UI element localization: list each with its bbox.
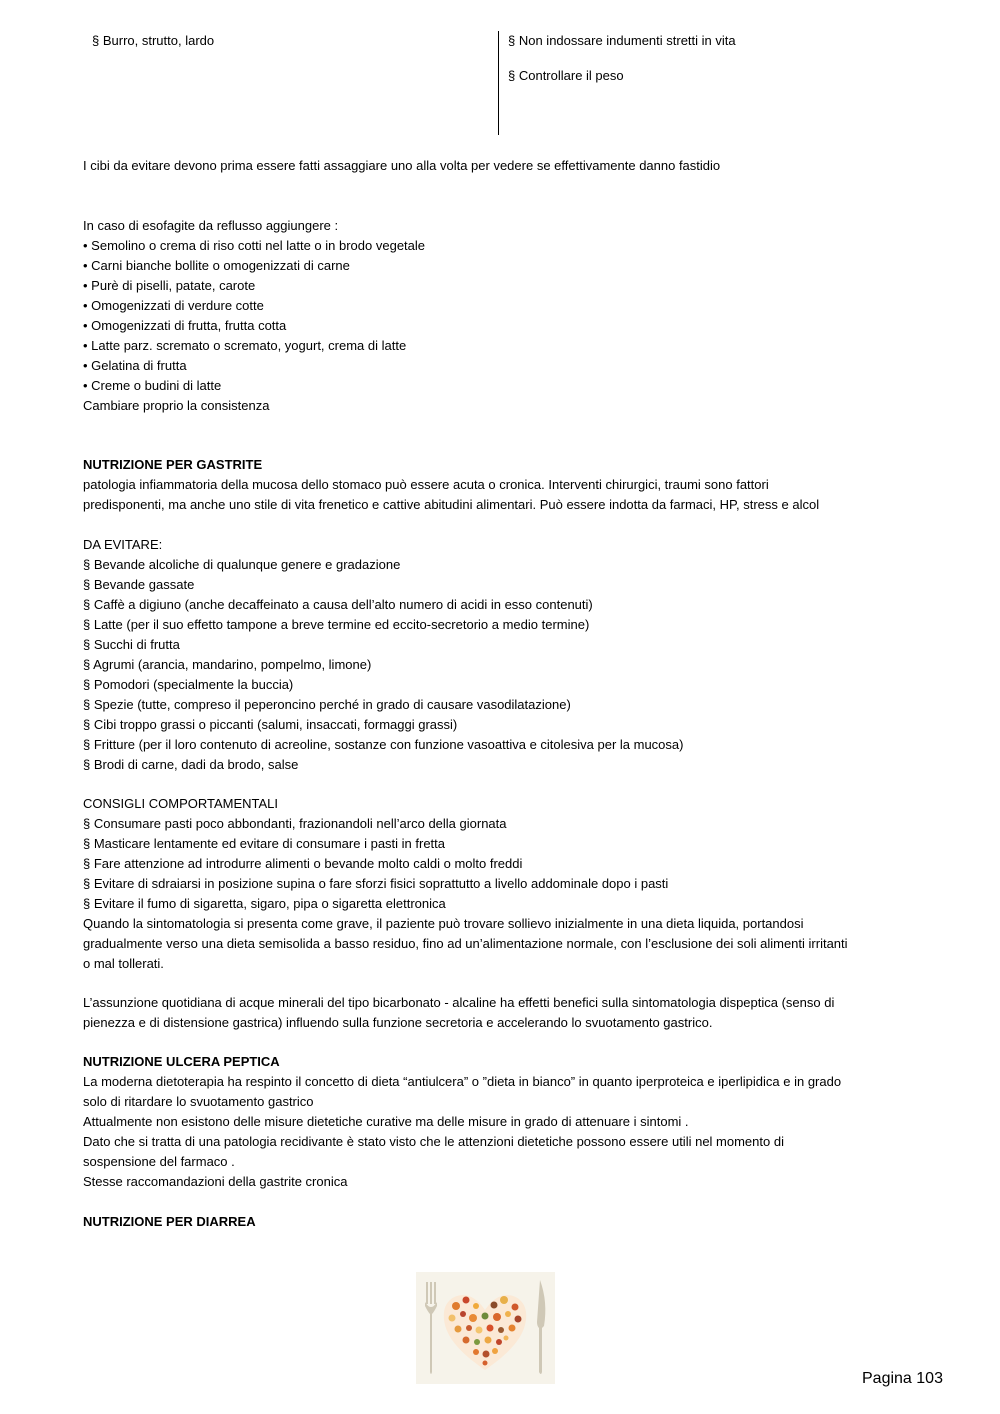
page-number: Pagina 103 [862, 1370, 943, 1387]
list-item: § Cibi troppo grassi o piccanti (salumi, insaccati, formaggi grassi) [83, 717, 458, 732]
list-item: § Evitare il fumo di sigaretta, sigaro, pipa o sigaretta elettronica [83, 896, 446, 911]
paragraph-line: Stesse raccomandazioni della gastrite cronica [83, 1174, 348, 1189]
paragraph-line: Dato che si tratta di una patologia recidivante è stato visto che le attenzioni dietetiche possono essere utili nel momento di [83, 1134, 784, 1149]
table-right-item: § Non indossare indumenti stretti in vita [508, 33, 736, 48]
list-item: § Evitare di sdraiarsi in posizione supina o fare sforzi fisici soprattutto a livello addominale dopo i pasti [83, 876, 669, 891]
paragraph-line: Attualmente non esistono delle misure dietetiche curative ma delle misure in grado di attenuare i sintomi . [83, 1114, 689, 1129]
section-title-diarrea: NUTRIZIONE PER DIARREA [83, 1214, 256, 1229]
list-item: • Omogenizzati di verdure cotte [83, 298, 264, 313]
paragraph-line: solo di ritardare lo svuotamento gastrico [83, 1094, 314, 1109]
list-item: § Bevande alcoliche di qualunque genere e gradazione [83, 557, 401, 572]
list-item: § Consumare pasti poco abbondanti, frazionandoli nell’arco della giornata [83, 816, 507, 831]
paragraph-line: patologia infiammatoria della mucosa dello stomaco può essere acuta o cronica. Interventi chirurgici, traumi sono fattori [83, 477, 769, 492]
list-item: • Gelatina di frutta [83, 358, 187, 373]
paragraph-line: o mal tollerati. [83, 956, 164, 971]
section-title-gastrite: NUTRIZIONE PER GASTRITE [83, 457, 263, 472]
list-item: § Latte (per il suo effetto tampone a breve termine ed eccito-secretorio a medio termine) [83, 617, 590, 632]
paragraph-line: L’assunzione quotidiana di acque minerali del tipo bicarbonato - alcaline ha effetti benefici sulla sintomatologia dispeptica (senso di [83, 995, 835, 1010]
list-item: § Caffè a digiuno (anche decaffeinato a causa dell’alto numero di acidi in esso contenuti) [83, 597, 593, 612]
list-item: § Fritture (per il loro contenuto di acreoline, sostanze con funzione vasoattiva e citolesiva per la mucosa) [83, 737, 684, 752]
list-item: • Carni bianche bollite o omogenizzati di carne [83, 258, 350, 273]
paragraph-line: sospensione del farmaco . [83, 1154, 235, 1169]
paragraph-line: pienezza e di distensione gastrica) influendo sulla funzione secretoria e accelerando lo svuotamento gastrico. [83, 1015, 713, 1030]
advice-heading: CONSIGLI COMPORTAMENTALI [83, 796, 279, 811]
list-item: • Semolino o crema di riso cotti nel latte o in brodo vegetale [83, 238, 426, 253]
fork-icon [425, 1282, 437, 1374]
footer-logo [416, 1272, 555, 1384]
esofagite-heading: In caso di esofagite da reflusso aggiungere : [83, 218, 339, 233]
list-item: § Spezie (tutte, compreso il peperoncino perché in grado di causare vasodilatazione) [83, 697, 571, 712]
list-item: • Creme o budini di latte [83, 378, 222, 393]
list-item: • Purè di piselli, patate, carote [83, 278, 256, 293]
list-item: § Pomodori (specialmente la buccia) [83, 677, 294, 692]
esofagite-closing: Cambiare proprio la consistenza [83, 398, 270, 413]
list-item: § Bevande gassate [83, 577, 195, 592]
table-right-item: § Controllare il peso [508, 68, 624, 83]
list-item: § Succhi di frutta [83, 637, 180, 652]
table-column-divider [498, 31, 499, 135]
intro-note: I cibi da evitare devono prima essere fatti assaggiare uno alla volta per vedere se effettivamente danno fastidio [83, 158, 721, 173]
paragraph-line: Quando la sintomatologia si presenta come grave, il paziente può trovare sollievo inizialmente in una dieta liquida, portandosi [83, 916, 804, 931]
list-item: § Fare attenzione ad introdurre alimenti o bevande molto caldi o molto freddi [83, 856, 523, 871]
list-item: § Brodi di carne, dadi da brodo, salse [83, 757, 299, 772]
paragraph-line: La moderna dietoterapia ha respinto il concetto di dieta “antiulcera” o ”dieta in bianco” in quanto iperproteica e iperlipidica e in grado [83, 1074, 842, 1089]
list-item: • Omogenizzati di frutta, frutta cotta [83, 318, 287, 333]
table-left-cell [92, 31, 214, 51]
paragraph-line: gradualmente verso una dieta semisolida a basso residuo, fino ad un’alimentazione normale, con l’esclusione dei soli alimenti irritanti [83, 936, 848, 951]
heart-food-icon [416, 1272, 555, 1384]
paragraph-line: predisponenti, ma anche uno stile di vita frenetico e cattive abitudini alimentari. Può essere indotta da farmaci, HP, stress e alcol [83, 497, 820, 512]
list-item: § Masticare lentamente ed evitare di consumare i pasti in fretta [83, 836, 446, 851]
section-title-ulcera: NUTRIZIONE ULCERA PEPTICA [83, 1054, 280, 1069]
list-item: § Agrumi (arancia, mandarino, pompelmo, limone) [83, 657, 372, 672]
table-left-item: § Burro, strutto, lardo [92, 33, 215, 48]
list-item: • Latte parz. scremato o scremato, yogurt, crema di latte [83, 338, 407, 353]
avoid-heading: DA EVITARE: [83, 537, 163, 552]
knife-icon [537, 1280, 545, 1374]
